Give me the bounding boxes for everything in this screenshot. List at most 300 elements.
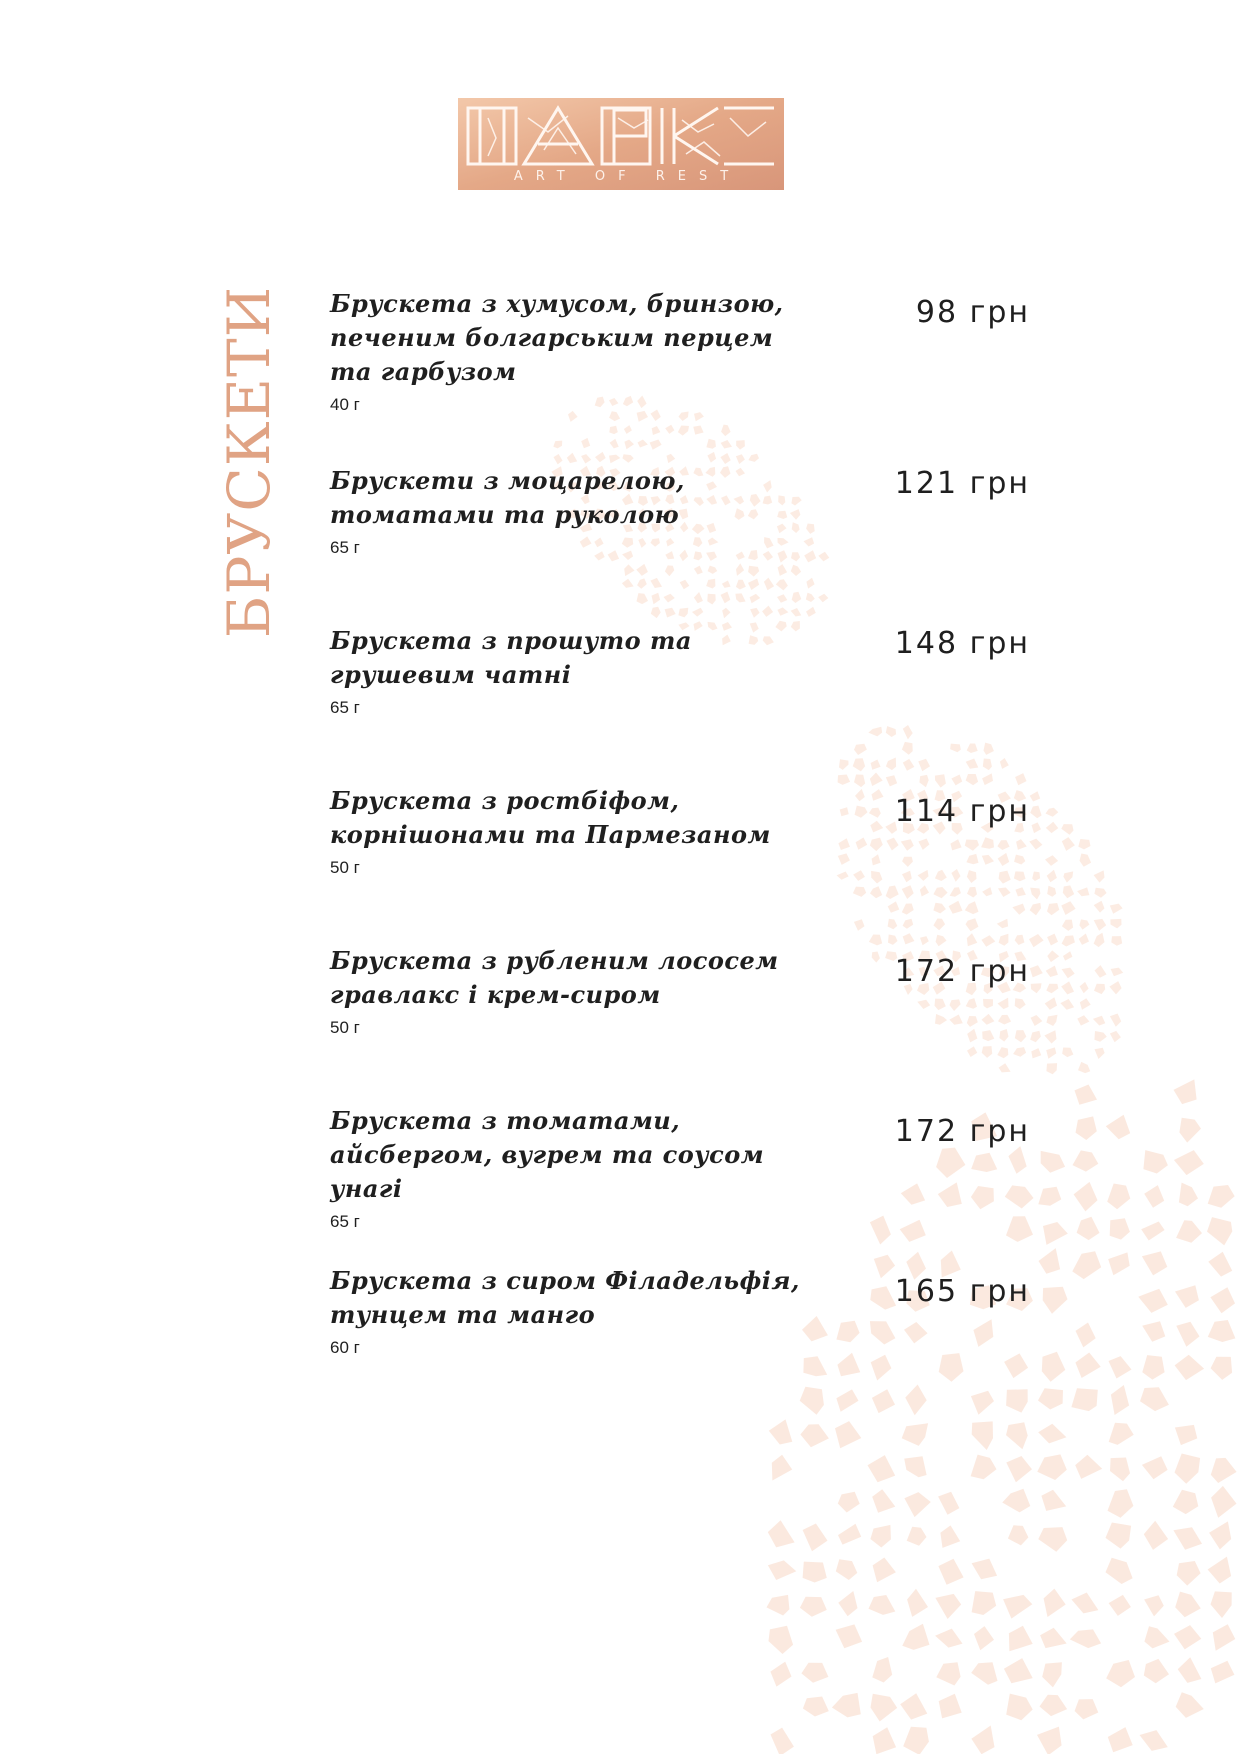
leaf-cell bbox=[1047, 886, 1056, 897]
item-weight: 65 г bbox=[330, 698, 360, 717]
leaf-cell bbox=[736, 563, 744, 576]
leaf-cell bbox=[1061, 981, 1074, 994]
leaf-cell bbox=[902, 885, 914, 899]
menu-item bbox=[330, 464, 1030, 558]
leaf-cell bbox=[972, 1591, 997, 1615]
leaf-cell bbox=[967, 744, 978, 754]
leaf-cell bbox=[768, 1560, 796, 1580]
item-name: Брускета з томатами, айсбергом, вугрем та соусом унагі bbox=[330, 1106, 765, 1203]
leaf-cell bbox=[1004, 1658, 1033, 1683]
leaf-cell bbox=[693, 426, 703, 435]
item-price: 98 грн bbox=[915, 295, 1030, 330]
leaf-cell bbox=[1094, 1031, 1106, 1042]
leaf-cell bbox=[905, 1385, 926, 1416]
leaf-cell bbox=[1173, 1490, 1199, 1514]
leaf-cell bbox=[967, 1046, 977, 1057]
leaf-cell bbox=[1078, 839, 1090, 849]
leaf-cell bbox=[939, 1694, 962, 1719]
leaf-cell bbox=[1006, 1389, 1028, 1412]
item-weight: 65 г bbox=[330, 538, 360, 557]
leaf-cell bbox=[839, 759, 849, 770]
leaf-cell bbox=[1031, 1015, 1043, 1026]
leaf-cell bbox=[736, 580, 746, 590]
leaf-cell bbox=[838, 1591, 857, 1616]
leaf-cell bbox=[692, 608, 703, 617]
leaf-cell bbox=[1211, 1661, 1235, 1684]
leaf-cell bbox=[1038, 1187, 1061, 1206]
leaf-cell bbox=[1063, 871, 1073, 882]
leaf-cell bbox=[935, 1594, 961, 1619]
leaf-cell bbox=[933, 887, 947, 898]
leaf-cell bbox=[1094, 870, 1105, 882]
leaf-cell bbox=[1210, 1287, 1235, 1313]
leaf-cell bbox=[1046, 1063, 1057, 1074]
leaf-cell bbox=[907, 1589, 928, 1617]
leaf-cell bbox=[1012, 904, 1025, 915]
leaf-cell bbox=[1094, 888, 1106, 898]
leaf-cell bbox=[1111, 936, 1122, 946]
item-price: 114 грн bbox=[894, 794, 1030, 829]
leaf-cell bbox=[1000, 758, 1009, 769]
leaf-cell bbox=[1038, 1527, 1067, 1552]
leaf-cell bbox=[1110, 1458, 1130, 1482]
leaf-cell bbox=[870, 886, 882, 898]
leaf-cell bbox=[624, 564, 634, 576]
leaf-cell bbox=[1030, 791, 1041, 801]
leaf-cell bbox=[1208, 1320, 1236, 1342]
leaf-cell bbox=[1002, 1489, 1030, 1513]
leaf-cell bbox=[868, 727, 882, 737]
leaf-cell bbox=[1106, 1660, 1135, 1687]
leaf-cell bbox=[1030, 1031, 1041, 1043]
leaf-cell bbox=[1046, 1015, 1057, 1026]
leaf-cell bbox=[581, 454, 591, 463]
leaf-cell bbox=[1040, 1695, 1068, 1716]
leaf-cell bbox=[750, 608, 760, 618]
leaf-cell bbox=[871, 1355, 892, 1381]
leaf-cell bbox=[1061, 824, 1073, 835]
leaf-cell bbox=[902, 742, 913, 755]
leaf-cell bbox=[1211, 1357, 1233, 1380]
leaf-cell bbox=[972, 1421, 993, 1450]
leaf-cell bbox=[624, 425, 632, 434]
leaf-cell bbox=[972, 1559, 998, 1580]
item-weight: 40 г bbox=[330, 395, 360, 414]
leaf-cell bbox=[1009, 1626, 1033, 1652]
leaf-cell bbox=[706, 439, 716, 449]
leaf-cell bbox=[1044, 1589, 1066, 1617]
leaf-cell bbox=[800, 1387, 824, 1415]
leaf-cell bbox=[836, 1559, 858, 1580]
leaf-cell bbox=[776, 579, 788, 590]
leaf-cell bbox=[1013, 1047, 1026, 1057]
leaf-cell bbox=[1142, 1321, 1165, 1342]
leaf-cell bbox=[1108, 1489, 1134, 1517]
leaf-cell bbox=[1031, 1048, 1041, 1058]
leaf-cell bbox=[974, 1626, 994, 1650]
leaf-cell bbox=[609, 426, 618, 434]
leaf-cell bbox=[938, 1492, 959, 1515]
leaf-cell bbox=[652, 426, 661, 435]
leaf-cell bbox=[1143, 1150, 1168, 1173]
leaf-cell bbox=[1061, 901, 1075, 915]
leaf-cell bbox=[1075, 1085, 1098, 1105]
item-weight: 50 г bbox=[330, 858, 360, 877]
leaf-cell bbox=[1075, 1455, 1102, 1479]
leaf-cell bbox=[772, 1455, 792, 1481]
leaf-cell bbox=[1211, 1458, 1237, 1483]
leaf-cell bbox=[1175, 1285, 1199, 1308]
leaf-cell bbox=[971, 1662, 997, 1684]
leaf-cell bbox=[1144, 1595, 1164, 1616]
leaf-cell bbox=[1046, 1047, 1056, 1058]
leaf-cell bbox=[872, 1489, 895, 1513]
leaf-cell bbox=[768, 1520, 795, 1547]
leaf-cell bbox=[982, 887, 992, 896]
leaf-cell bbox=[1111, 968, 1124, 977]
leaf-cell bbox=[1094, 919, 1107, 931]
leaf-cell bbox=[1080, 982, 1089, 993]
leaf-cell bbox=[1174, 1625, 1201, 1649]
leaf-cell bbox=[918, 759, 930, 771]
leaf-cell bbox=[935, 1629, 962, 1648]
leaf-cell bbox=[1208, 1557, 1232, 1584]
leaf-cell bbox=[982, 1046, 993, 1058]
item-name: Брускета з сиром Філадельфія, тунцем та манго bbox=[330, 1266, 800, 1329]
item-price: 121 грн bbox=[894, 466, 1030, 501]
leaf-cell bbox=[1062, 935, 1075, 946]
leaf-cell bbox=[971, 1726, 994, 1754]
leaf-cell bbox=[999, 1063, 1011, 1072]
leaf-cell bbox=[998, 888, 1011, 898]
leaf-cell bbox=[1106, 1115, 1130, 1140]
leaf-cell bbox=[1042, 1662, 1062, 1687]
leaf-cell bbox=[1045, 997, 1057, 1010]
leaf-cell bbox=[1110, 919, 1121, 929]
leaf-cell bbox=[886, 758, 896, 771]
leaf-cell bbox=[637, 578, 647, 588]
leaf-cell bbox=[1138, 1289, 1168, 1313]
leaf-cell bbox=[1030, 888, 1040, 900]
leaf-cell bbox=[721, 425, 731, 437]
item-name: Брускета з ростбіфом, корнішонами та Пармезаном bbox=[330, 786, 771, 849]
leaf-cell bbox=[778, 564, 788, 576]
leaf-cell bbox=[1072, 1593, 1099, 1614]
leaf-cell bbox=[1041, 1490, 1066, 1511]
leaf-cell bbox=[722, 581, 731, 588]
leaf-cell bbox=[997, 1047, 1008, 1058]
leaf-cell bbox=[567, 453, 577, 463]
leaf-cell bbox=[650, 578, 662, 588]
menu-item bbox=[330, 1264, 1030, 1358]
leaf-cell bbox=[1062, 920, 1073, 931]
leaf-cell bbox=[1046, 822, 1059, 833]
leaf-cell bbox=[1095, 1048, 1105, 1059]
leaf-cell bbox=[665, 608, 676, 618]
leaf-cell bbox=[1174, 1150, 1204, 1175]
leaf-cell bbox=[665, 425, 674, 434]
leaf-cell bbox=[652, 593, 661, 604]
leaf-cell bbox=[904, 1492, 930, 1517]
leaf-cell bbox=[769, 1626, 794, 1654]
leaf-cell bbox=[770, 1662, 791, 1687]
leaf-cell bbox=[1178, 1657, 1202, 1683]
menu-item bbox=[330, 784, 1030, 878]
leaf-cell bbox=[1078, 1062, 1090, 1073]
item-name: Брускети з моцарелою, томатами та руколою bbox=[330, 466, 685, 529]
leaf-cell bbox=[836, 1624, 863, 1648]
leaf-cell bbox=[1142, 1251, 1167, 1275]
leaf-cell bbox=[1015, 887, 1026, 896]
leaf-cell bbox=[553, 441, 562, 449]
leaf-cell bbox=[1044, 1030, 1056, 1043]
item-price: 165 грн bbox=[894, 1274, 1030, 1309]
leaf-cell bbox=[1110, 904, 1123, 914]
leaf-cell bbox=[1207, 1217, 1232, 1245]
leaf-cell bbox=[707, 594, 715, 605]
leaf-cell bbox=[854, 744, 867, 755]
leaf-cell bbox=[1109, 1595, 1131, 1616]
leaf-cell bbox=[1031, 983, 1042, 993]
leaf-cell bbox=[1208, 1185, 1235, 1208]
leaf-cell bbox=[1043, 1287, 1068, 1314]
leaf-cell bbox=[1070, 1629, 1101, 1648]
leaf-cell bbox=[1076, 1116, 1097, 1140]
leaf-cell bbox=[800, 1424, 829, 1447]
leaf-cell bbox=[854, 919, 865, 931]
leaf-cell bbox=[680, 580, 690, 590]
leaf-cell bbox=[1039, 1248, 1061, 1274]
leaf-cell bbox=[706, 579, 715, 589]
leaf-cell bbox=[1173, 1527, 1202, 1549]
leaf-cell bbox=[1177, 1561, 1201, 1586]
leaf-cell bbox=[967, 887, 977, 898]
leaf-cell bbox=[777, 607, 788, 615]
leaf-cell bbox=[1046, 966, 1058, 977]
leaf-cell bbox=[900, 1693, 927, 1719]
leaf-cell bbox=[667, 454, 676, 463]
leaf-cell bbox=[1030, 965, 1043, 977]
leaf-cell bbox=[902, 1624, 929, 1650]
leaf-cell bbox=[803, 1356, 827, 1376]
leaf-cell bbox=[1043, 1222, 1068, 1245]
leaf-cell bbox=[886, 886, 899, 900]
leaf-cell bbox=[1144, 1185, 1164, 1208]
leaf-cell bbox=[748, 454, 759, 462]
leaf-cell bbox=[950, 744, 961, 753]
section-title bbox=[215, 285, 283, 639]
leaf-cell bbox=[720, 453, 730, 464]
leaf-cell bbox=[872, 1389, 895, 1413]
item-price: 172 грн bbox=[894, 954, 1030, 989]
leaf-cell bbox=[873, 1558, 896, 1583]
leaf-cell bbox=[638, 440, 648, 448]
logo-subtitle: ART OF REST bbox=[513, 169, 742, 184]
leaf-cell bbox=[1037, 1727, 1062, 1754]
leaf-cell bbox=[1144, 1659, 1169, 1683]
leaf-cell bbox=[1006, 1456, 1032, 1482]
leaf-cell bbox=[888, 901, 900, 912]
leaf-cell bbox=[1032, 822, 1042, 833]
leaf-cell bbox=[1140, 1387, 1169, 1411]
leaf-cell bbox=[1110, 1014, 1121, 1027]
leaf-cell bbox=[735, 593, 745, 602]
item-price: 172 грн bbox=[894, 1114, 1030, 1149]
leaf-cell bbox=[920, 885, 929, 896]
leaf-cell bbox=[1176, 1322, 1199, 1347]
leaf-cell bbox=[868, 1455, 896, 1482]
leaf-cell bbox=[903, 725, 913, 739]
leaf-cell bbox=[1045, 855, 1058, 866]
leaf-cell bbox=[1060, 999, 1074, 1010]
item-name: Брускета з хумусом, бринзою, печеним болгарським перцем та гарбузом bbox=[330, 289, 784, 386]
leaf-cell bbox=[769, 1419, 793, 1444]
leaf-cell bbox=[1074, 1182, 1098, 1212]
leaf-cell bbox=[750, 594, 761, 603]
leaf-cell bbox=[1079, 934, 1089, 945]
leaf-cell bbox=[767, 1595, 790, 1616]
leaf-cell bbox=[1111, 1385, 1129, 1415]
leaf-cell bbox=[800, 1597, 827, 1617]
leaf-cell bbox=[1110, 1031, 1121, 1042]
leaf-cell bbox=[1042, 1352, 1066, 1382]
leaf-cell bbox=[678, 426, 689, 436]
leaf-cell bbox=[1080, 998, 1091, 1009]
leaf-cell bbox=[806, 593, 815, 602]
leaf-cell bbox=[838, 1524, 861, 1545]
leaf-cell bbox=[748, 579, 759, 591]
leaf-cell bbox=[694, 566, 703, 575]
leaf-cell bbox=[791, 565, 801, 576]
leaf-cell bbox=[1174, 1079, 1197, 1104]
leaf-cell bbox=[791, 608, 802, 617]
leaf-cell bbox=[870, 1525, 891, 1548]
leaf-cell bbox=[1142, 1355, 1164, 1380]
leaf-cell bbox=[736, 454, 745, 464]
menu-item bbox=[330, 1104, 1030, 1232]
leaf-cell bbox=[933, 919, 945, 931]
leaf-cell bbox=[1038, 1388, 1063, 1409]
leaf-cell bbox=[803, 1524, 828, 1552]
leaf-cell bbox=[1032, 872, 1040, 882]
leaf-cell bbox=[1094, 901, 1105, 913]
leaf-cell bbox=[1029, 934, 1044, 947]
leaf-cell bbox=[1075, 1699, 1099, 1719]
leaf-cell bbox=[1213, 1624, 1236, 1651]
leaf-cell bbox=[853, 887, 866, 897]
leaf-cell bbox=[801, 1663, 828, 1683]
leaf-cell bbox=[1030, 903, 1041, 916]
leaf-cell bbox=[622, 579, 634, 588]
leaf-cell bbox=[904, 1456, 926, 1477]
leaf-cell bbox=[902, 904, 914, 915]
logo bbox=[458, 98, 784, 190]
leaf-cell bbox=[1047, 870, 1057, 883]
leaf-cell bbox=[1041, 1151, 1065, 1173]
section-title-text: БРУСКЕТИ bbox=[215, 285, 283, 639]
leaf-cell bbox=[907, 1527, 927, 1546]
leaf-cell bbox=[1144, 1521, 1168, 1550]
leaf-cell bbox=[1110, 1218, 1130, 1239]
item-price: 148 грн bbox=[894, 626, 1030, 661]
leaf-cell bbox=[736, 440, 745, 450]
leaf-cell bbox=[1030, 806, 1041, 819]
leaf-cell bbox=[1077, 887, 1089, 896]
leaf-cell bbox=[803, 1562, 827, 1583]
item-name: Брускета з рубленим лососем гравлакс і крем-сиром bbox=[330, 946, 779, 1009]
leaf-cell bbox=[1179, 1183, 1198, 1207]
leaf-cell bbox=[1109, 1423, 1134, 1445]
leaf-cell bbox=[1208, 1252, 1232, 1277]
leaf-cell bbox=[938, 1559, 963, 1585]
leaf-cell bbox=[1075, 1353, 1100, 1379]
item-weight: 50 г bbox=[330, 1018, 360, 1037]
item-weight: 60 г bbox=[330, 1338, 360, 1357]
leaf-cell bbox=[1140, 1730, 1168, 1751]
leaf-cell bbox=[1179, 1118, 1201, 1143]
leaf-cell bbox=[762, 606, 773, 617]
leaf-cell bbox=[1077, 1217, 1100, 1240]
leaf-cell bbox=[1176, 1220, 1202, 1243]
leaf-cell bbox=[971, 1455, 997, 1480]
leaf-cell bbox=[1108, 1727, 1133, 1752]
leaf-cell bbox=[1062, 1048, 1073, 1058]
leaf-cell bbox=[1175, 1592, 1201, 1618]
leaf-cell bbox=[872, 1657, 892, 1683]
leaf-cell bbox=[933, 903, 946, 914]
leaf-cell bbox=[1108, 1252, 1130, 1275]
leaf-cell bbox=[595, 452, 606, 462]
leaf-cell bbox=[803, 1697, 829, 1717]
leaf-cell bbox=[722, 608, 730, 619]
leaf-cell bbox=[609, 455, 620, 464]
leaf-cell bbox=[806, 607, 816, 617]
leaf-cell bbox=[636, 564, 648, 576]
leaf-cell bbox=[1063, 885, 1074, 898]
leaf-cell bbox=[1142, 1456, 1168, 1479]
leaf-cell bbox=[792, 592, 802, 603]
leaf-cell bbox=[610, 439, 619, 449]
leaf-cell bbox=[1095, 965, 1107, 978]
leaf-cell bbox=[1003, 1595, 1032, 1619]
leaf-cell bbox=[903, 933, 915, 944]
leaf-cell bbox=[1062, 837, 1075, 851]
leaf-cell bbox=[1106, 1523, 1132, 1549]
leaf-cell bbox=[554, 454, 563, 464]
leaf-cell bbox=[903, 919, 914, 929]
leaf-cell bbox=[651, 607, 661, 618]
leaf-cell bbox=[949, 901, 963, 914]
leaf-cell bbox=[836, 1389, 858, 1411]
leaf-cell bbox=[1175, 1355, 1205, 1380]
leaf-cell bbox=[1047, 950, 1059, 962]
leaf-cell bbox=[983, 759, 992, 771]
leaf-cell bbox=[971, 1391, 994, 1415]
leaf-cell bbox=[721, 440, 732, 449]
leaf-cell bbox=[678, 608, 688, 618]
item-name: Брускета з прошуто та грушевим чатні bbox=[330, 626, 692, 689]
leaf-cell bbox=[1141, 1222, 1164, 1241]
leaf-cell bbox=[984, 743, 994, 755]
leaf-cell bbox=[871, 1694, 898, 1722]
leaf-cell bbox=[1176, 1692, 1204, 1718]
leaf-cell bbox=[707, 452, 716, 463]
leaf-cell bbox=[1037, 1454, 1067, 1480]
leaf-cell bbox=[903, 1727, 929, 1754]
leaf-cell bbox=[1107, 1184, 1130, 1210]
leaf-cell bbox=[1211, 1591, 1232, 1618]
leaf-cell bbox=[1094, 984, 1105, 994]
